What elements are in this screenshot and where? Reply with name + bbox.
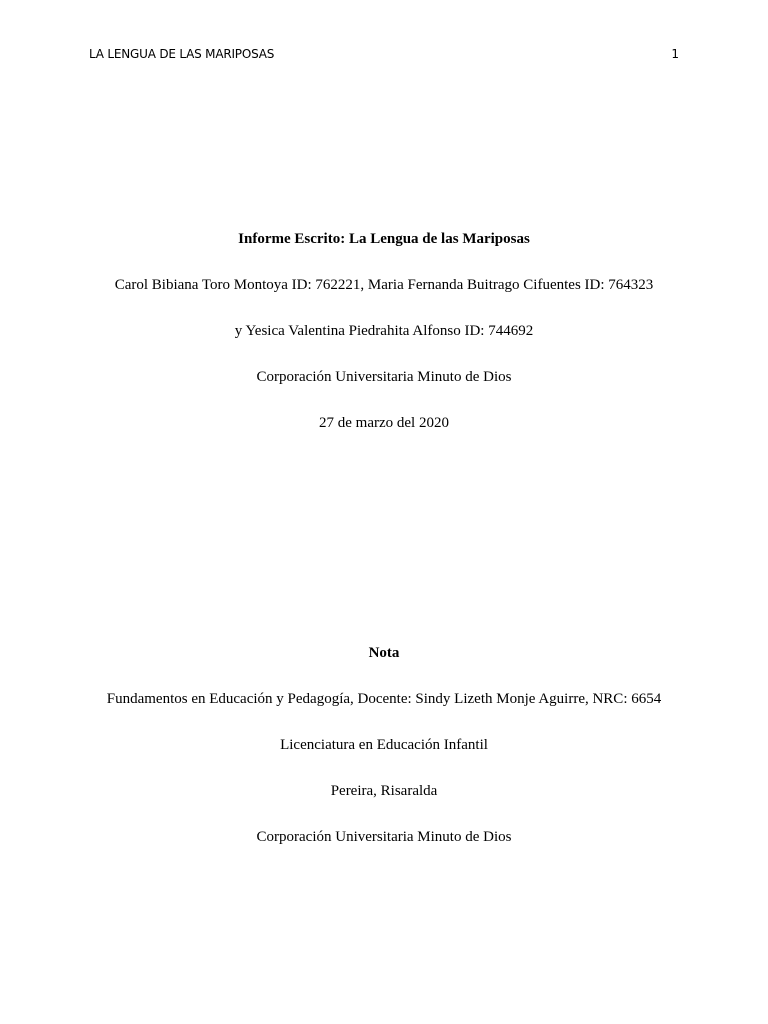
- program-name: Licenciatura en Educación Infantil: [280, 737, 488, 753]
- authors-line-2: y Yesica Valentina Piedrahita Alfonso ID: 744692: [234, 323, 534, 339]
- note-heading: Nota: [368, 645, 400, 661]
- document-title: Informe Escrito: La Lengua de las Mariposas: [238, 231, 530, 247]
- running-head: LA LENGUA DE LAS MARIPOSAS: [89, 47, 275, 61]
- authors-line-1: Carol Bibiana Toro Montoya ID: 762221, Maria Fernanda Buitrago Cifuentes ID: 764323: [114, 277, 654, 293]
- document-date: 27 de marzo del 2020: [319, 415, 449, 431]
- note-institution-name: Corporación Universitaria Minuto de Dios: [256, 829, 512, 845]
- course-info: Fundamentos en Educación y Pedagogía, Docente: Sindy Lizeth Monje Aguirre, NRC: 6654: [106, 691, 662, 707]
- city-name: Pereira, Risaralda: [330, 783, 438, 799]
- page-number: 1: [671, 47, 679, 61]
- institution-name: Corporación Universitaria Minuto de Dios: [256, 369, 512, 385]
